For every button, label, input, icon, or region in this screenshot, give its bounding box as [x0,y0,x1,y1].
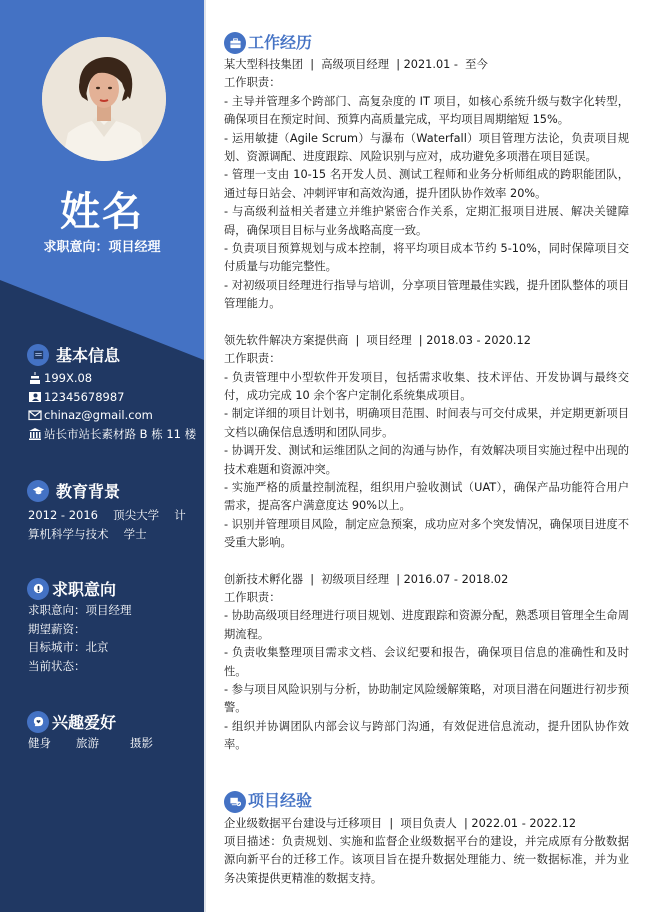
email-row [28,406,196,425]
intent-position: 求职意向：项目经理 [28,603,132,617]
address-row [28,425,196,444]
duty-item: - 对初级项目经理进行指导与培训，分享项目管理最佳实践，提升团队整体的项目管理能力。 [224,278,629,311]
intent-city: 目标城市：北京 [28,640,109,654]
duty-item: - 主导并管理多个跨部门、高复杂度的 IT 项目，如核心系统升级与数字化转型，确保项目在预定时间、预算内高质量完成，平均项目周期缩短 15%。 [224,94,629,127]
duty-item: - 实施严格的质量控制流程，组织用户验收测试（UAT），确保产品功能符合用户需求，提高客户满意度达 90%以上。 [224,480,629,513]
work-experience-heading [224,30,629,56]
basic-info-list [28,369,196,443]
duties-label: 工作职责： [224,352,281,366]
sidebar [0,0,204,912]
duty-item: - 组织并协调团队内部会议与跨部门沟通，有效促进信息流动，提升团队协作效率。 [224,719,629,752]
hobby-item: 旅游 [76,736,99,750]
education-title: 教育背景 [56,482,121,501]
graduation-cap-icon [27,480,49,502]
duty-item: - 负责管理中小型软件开发项目，包括需求收集、技术评估、开发协调与最终交付，成功完成 10 余个客户定制化系统集成项目。 [224,370,629,402]
hobby-item: 摄影 [130,736,153,750]
duty-item: - 识别并管理项目风险，制定应急预案，成功应对多个突发情况，确保项目进度不受重大影响。 [224,517,629,550]
education-details [28,506,188,543]
job-intent-heading [27,577,116,600]
duty-item: - 协调开发、测试和运维团队之间的沟通与协作，有效解决项目实施过程中出现的技术难题和资源冲突。 [224,444,629,476]
project-description: 项目描述：负责规划、实施和监督企业级数据平台的建设，并完成原有分散数据源向新平台的迁移工作。该项目旨在提升数据处理能力、统一数据标准，并为业务决策提供更精准的数据支持。 [224,835,629,885]
job-intent-title: 求职意向 [52,580,117,599]
main-content [224,30,629,906]
avatar [42,37,166,161]
birthdate-row [28,369,196,388]
heart-chat-icon [27,711,49,733]
project-experience-title: 项目经验 [248,791,313,811]
job-header: 某大型科技集团 | 高级项目经理 | 2021.01 - 至今 [224,58,488,71]
hobbies-title: 兴趣爱好 [52,713,117,732]
project-header: 企业级数据平台建设与迁移项目 | 项目负责人 | 2022.01 - 2022.12 [224,816,577,830]
duty-item: - 制定详细的项目计划书，明确项目范围、时间表与可交付成果，并定期更新项目文档以确保信息透明和团队同步。 [224,407,629,439]
calendar-icon [27,344,49,366]
candidate-name: 姓名 [60,189,144,235]
duty-item: - 与高级利益相关者建立并维护紧密合作关系，定期汇报项目进展、解决关键障碍，确保项目目标与业务战略高度一致。 [224,205,629,237]
job-header: 领先软件解决方案提供商 | 项目经理 | 2018.03 - 2020.12 [224,333,531,347]
job-entry [224,332,629,553]
info-icon [27,578,49,600]
sidebar-divider [204,0,206,912]
duty-item: - 负责收集整理项目需求文档、会议纪要和报告，确保项目信息的准确性和及时性。 [224,646,629,678]
duty-item: - 负责项目预算规划与成本控制，将平均项目成本节约 5-10%，同时保障项目交付质量与功能完整性。 [224,242,629,274]
intent-salary: 期望薪资： [28,621,86,636]
job-entry [224,56,629,314]
hobbies-list [28,734,153,753]
project-icon [224,791,246,813]
phone-row [28,388,196,407]
contact-card-icon [28,390,42,404]
job-intent-summary: 求职意向：项目经理 [43,240,161,255]
envelope-icon [28,408,42,422]
job-header: 创新技术孵化器 | 初级项目经理 | 2016.07 - 2018.02 [224,572,509,586]
job-entry [224,571,629,755]
duty-item: - 协助高级项目经理进行项目规划、进度跟踪和资源分配，熟悉项目管理全生命周期流程。 [224,609,629,641]
portrait-image [42,37,166,161]
address-text: 站长市站长素材路 B 栋 11 楼 [44,426,197,441]
basic-info-title: 基本信息 [56,346,121,365]
duties-label: 工作职责： [224,590,281,604]
job-intent-list [28,601,132,675]
work-experience-title: 工作经历 [248,32,313,52]
birthdate-text: 199X.08 [44,371,93,385]
project-experience-heading [224,789,629,815]
phone-text: 12345678987 [44,389,125,404]
email-text: chinaz@gmail.com [44,408,153,422]
duty-item: - 运用敏捷（Agile Scrum）与瀑布（Waterfall）项目管理方法论，负责项目规划、资源调配、进度跟踪、风险识别与应对，成功避免多项潜在项目延误。 [224,131,629,164]
education-line-2: 算机科学与技术 学士 [28,526,147,541]
duties-label: 工作职责： [224,76,281,90]
hobbies-heading [27,710,116,733]
intent-status: 当前状态： [28,658,86,673]
duty-item: - 参与项目风险识别与分析，协助制定风险缓解策略，对项目潜在问题进行初步预警。 [224,683,629,715]
education-heading [27,479,120,502]
project-entry [224,815,629,889]
briefcase-icon [224,32,246,54]
building-icon [28,427,42,441]
education-line-1: 2012 - 2016 顶尖大学 计 [28,508,186,522]
basic-info-heading [27,343,120,366]
hobby-item: 健身 [28,736,51,750]
birthday-cake-icon [28,371,42,385]
duty-item: - 管理一支由 10-15 名开发人员、测试工程师和业务分析师组成的跨职能团队，通过每日站会、冲刺评审和高效沟通，提升团队协作效率 20%。 [224,168,629,200]
